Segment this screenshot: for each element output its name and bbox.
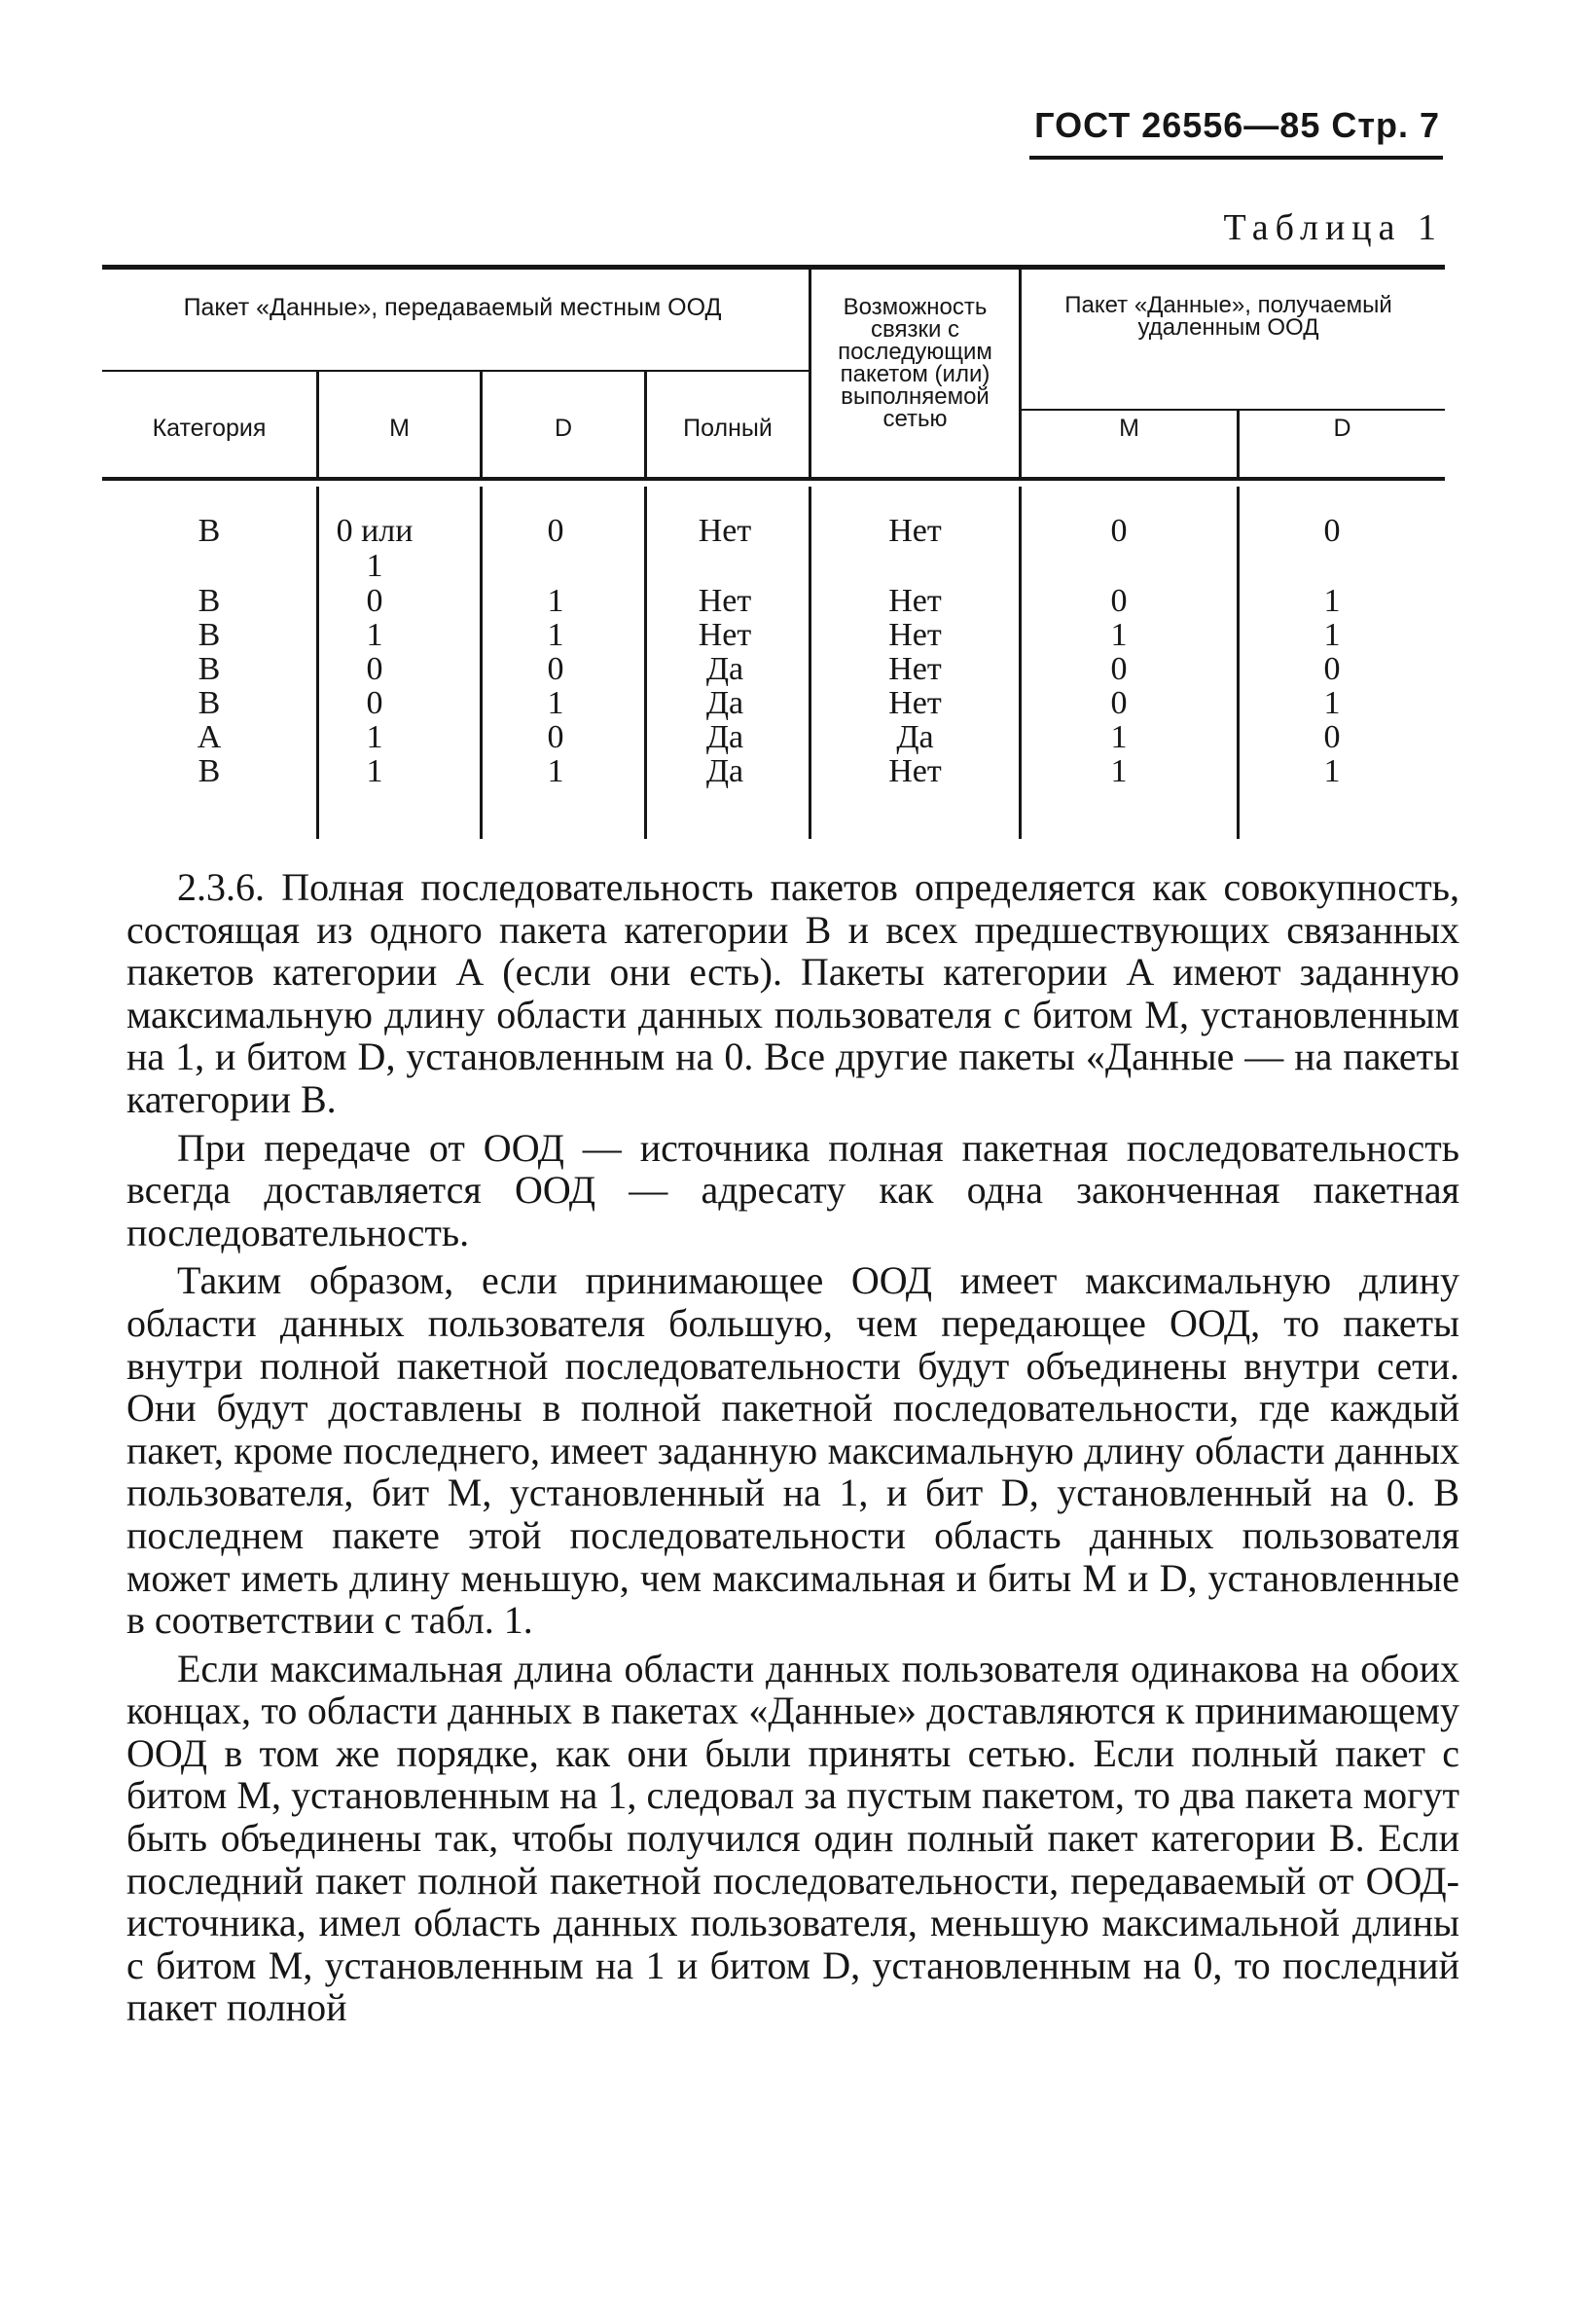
col-category: Категория	[152, 415, 267, 442]
cell-category: В	[198, 651, 221, 687]
cell-link: Да	[896, 719, 934, 755]
col-d: D	[554, 415, 573, 442]
cell-category: В	[198, 513, 221, 549]
cell-d: 1	[547, 685, 564, 721]
cell-category: В	[198, 685, 221, 721]
cell-full: Да	[705, 651, 744, 687]
cell-m: 0	[366, 685, 383, 721]
cell-recv-m: 0	[1110, 651, 1128, 687]
cell-link: Нет	[888, 617, 942, 653]
cell-full: Да	[705, 753, 744, 789]
cell-link: Нет	[888, 753, 942, 789]
cell-recv-d: 0	[1323, 651, 1341, 687]
cell-d: 0	[547, 651, 564, 687]
cell-category: А	[197, 719, 222, 755]
cell-recv-m: 0	[1110, 583, 1128, 619]
vrule	[316, 487, 319, 839]
col-recv-d: D	[1333, 415, 1351, 442]
cell-recv-d: 1	[1323, 753, 1341, 789]
cell-category: В	[198, 617, 221, 653]
header-group-possibility: Возможность связки с последующим пакетом (или) выполняемой сетью	[838, 294, 992, 432]
paragraph: При передаче от ООД — источника полная пакетная последовательность всегда доставляется ООД — адресату как одна законченная пакетная последовательность.	[126, 1125, 1459, 1254]
col-full: Полный	[683, 415, 773, 442]
table-subheader-rule-left	[102, 370, 810, 372]
col-m: М	[389, 415, 410, 442]
paragraph-2-3-6: 2.3.6. Полная последовательность пакетов определяется как совокупность, состоящая из одного пакета категории В и всех предшествующих связанных пакетов категории А (если они есть). Пакеты категории А имеют заданную максимальную длину области данных пользователя с битом М, установленным на 1, и битом D, установленным на 0. Все другие пакеты «Данные — на пакеты категории В.	[126, 865, 1459, 1121]
vrule	[1019, 270, 1022, 477]
cell-m: 0	[366, 583, 383, 619]
table-caption: Таблица 1	[1223, 207, 1443, 248]
cell-d: 1	[547, 753, 564, 789]
cell-full: Нет	[698, 617, 752, 653]
cell-d: 1	[547, 583, 564, 619]
cell-link: Нет	[888, 651, 942, 687]
cell-recv-d: 1	[1323, 583, 1341, 619]
body-text	[126, 866, 1459, 2029]
header-group-sent: Пакет «Данные», передаваемый местным ООД	[183, 294, 722, 321]
cell-recv-d: 0	[1323, 513, 1341, 549]
cell-recv-m: 1	[1110, 753, 1128, 789]
cell-link: Нет	[888, 583, 942, 619]
cell-m: 0 или 1	[336, 513, 414, 584]
cell-d: 1	[547, 617, 564, 653]
cell-link: Нет	[888, 685, 942, 721]
header-group-received: Пакет «Данные», получаемый удаленным ООД	[1064, 292, 1392, 341]
cell-category: В	[198, 583, 221, 619]
table-subheader-rule-right	[1022, 409, 1445, 411]
cell-full: Нет	[698, 583, 752, 619]
cell-m: 1	[366, 719, 383, 755]
cell-recv-m: 1	[1110, 719, 1128, 755]
table-header-bottom-rule	[102, 477, 1445, 481]
cell-d: 0	[547, 719, 564, 755]
cell-full: Да	[705, 719, 744, 755]
col-recv-m: М	[1119, 415, 1139, 442]
cell-m: 1	[366, 617, 383, 653]
table-1	[0, 0, 1584, 876]
paragraph: Если максимальная длина области данных пользователя одинакова на обоих концах, то области данных в пакетах «Данные» доставляются к принимающему ООД в том же порядке, как они были приняты сетью. Если полный пакет с битом М, установленным на 1, следовал за пустым пакетом, то два пакета могут быть объединены так, чтобы получился один полный пакет категории В. Если последний пакет полной пакетной последовательности, передаваемый от ООД-источника, имел область данных пользователя, меньшую максимальной длины с битом М, установленным на 1 и битом D, установленным на 0, то последний пакет полной	[126, 1646, 1459, 2030]
cell-category: В	[198, 753, 221, 789]
table-top-rule	[102, 265, 1445, 270]
cell-full: Нет	[698, 513, 752, 549]
vrule	[809, 270, 811, 477]
cell-recv-m: 0	[1110, 685, 1128, 721]
cell-recv-m: 1	[1110, 617, 1128, 653]
cell-recv-m: 0	[1110, 513, 1128, 549]
cell-full: Да	[705, 685, 744, 721]
paragraph: Таким образом, если принимающее ООД имеет максимальную длину области данных пользователя большую, чем передающее ООД, то пакеты внутри полной пакетной последовательности будут объединены внутри сети. Они будут доставлены в полной пакетной последовательности, где каждый пакет, кроме последнего, имеет заданную максимальную длину области данных пользователя, бит М, установленный на 1, и бит D, установленный на 0. В последнем пакете этой последовательности область данных пользователя может иметь длину меньшую, чем максимальная и биты М и D, установленные в соответствии с табл. 1.	[126, 1258, 1459, 1643]
cell-d: 0	[547, 513, 564, 549]
cell-m: 1	[366, 753, 383, 789]
cell-m: 0	[366, 651, 383, 687]
cell-recv-d: 0	[1323, 719, 1341, 755]
cell-recv-d: 1	[1323, 617, 1341, 653]
running-header: ГОСТ 26556—85 Стр. 7	[1034, 105, 1440, 145]
cell-recv-d: 1	[1323, 685, 1341, 721]
cell-link: Нет	[888, 513, 942, 549]
